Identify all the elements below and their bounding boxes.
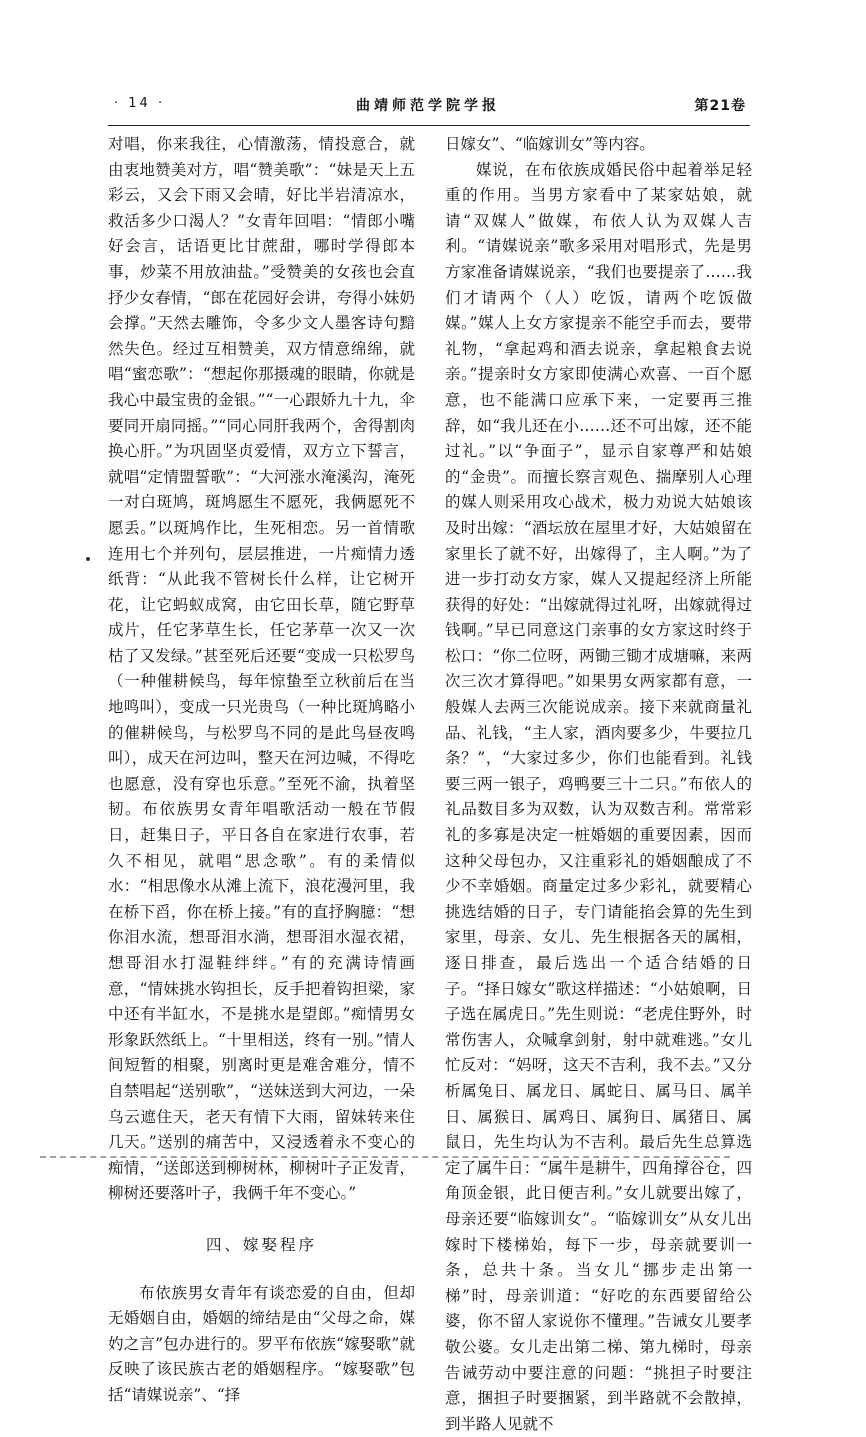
left-column: [108, 132, 415, 1409]
scan-edge-line: [40, 1156, 730, 1160]
journal-title: 曲靖师范学院学报: [356, 98, 500, 114]
page-number: · 14 ·: [114, 96, 166, 111]
page-header: [108, 90, 748, 120]
paragraph-matchmaking: 媒说，在布依族成婚民俗中起着举足轻重的作用。当男方家看中了某家姑娘，就请“双媒人”做媒，布依人认为双媒人吉利。“请媒说亲”歌多采用对唱形式，先是男方家准备请媒说亲，“我们也要提亲了……我们才请两个（人）吃饭，请两个吃饭做媒。”媒人上女方家提亲不能空手而去，要带礼物，“拿起鸡和酒去说亲，拿起粮食去说亲。”提亲时女方家即使满心欢喜、一百个愿意，也不能满口应承下来，一定要再三推辞，如“我儿还在小……还不可出嫁，还不能过礼。”以“争面子”，显示自家尊严和姑娘的“金贵”。而擅长察言观色、揣摩别人心理的媒人则采用攻心战术，极力劝说大姑娘该及时出嫁：“酒坛放在屋里才好，大姑娘留在家里长了就不好，出嫁得了，主人啊。”为了进一步打动女方家，媒人又提起经济上所能获得的好处：“出嫁就得过礼呀，出嫁就得过钱啊。”早已同意这门亲事的女方家这时终于松口：“你二位呀，两锄三锄才成塘嘛，来两次三次才算得吧。”如果男女两家都有意，一般媒人去两三次能说成亲。接下来就商量礼品、礼钱，“主人家，酒肉要多少，牛要拉几条？”，“大家过多少，你们也能看到。礼钱要三两一银子，鸡鸭要三十二只。”布依人的礼品数目多为双数，认为双数吉利。常常彩礼的多寡是决定一桩婚姻的重要因素，因而这种父母包办，又注重彩礼的婚姻酿成了不少不幸婚姻。商量定过多少彩礼，就要精心挑选结婚的日子，专门请能掐会算的先生到家里，母亲、女儿、先生根据各天的属相，逐日排查，最后选出一个适合结婚的日子。“择日嫁女”歌这样描述：“小姑娘啊，日子选在属虎日。”先生则说：“老虎住野外，时常伤害人，众喊拿剑射，射中就难逃。”女儿忙反对：“妈呀，这天不吉利，我不去。”又分析属兔日、属龙日、属蛇日、属马日、属羊日、属猴日、属鸡日、属狗日、属猪日、属鼠日，先生均认为不吉利。最后先生总算选定了属牛日：“属牛是耕牛，四角撑谷仓，四角顶金银，此日便吉利。”女儿就要出嫁了，母亲还要“临嫁训女”。“临嫁训女”从女儿出嫁时下楼梯始，每下一步，母亲就要训一条，总共十条。当女儿“挪步走出第一梯”时，母亲训道：“好吃的东西要留给公婆，你不留人家说你不懂理。”告诫女儿要孝敬公婆。女儿走出第二梯、第九梯时，母亲告诫劳动中要注意的问题：“挑担子时要注意，捆担子时要捆紧，到半路就不会散掉，到半路人见就不: [445, 160, 752, 1433]
paragraph-continued: 日嫁女”、“临嫁训女”等内容。: [445, 135, 655, 153]
section-heading: 四、嫁娶程序: [205, 1235, 317, 1254]
paragraph-love-songs: 对唱，你来我往，心情激荡，情投意合，就由衷地赞美对方，唱“赞美歌”：“妹是天上五彩云，又会下雨又会晴，好比半岩清凉水，救活多少口渴人？”女青年回唱：“情郎小嘴好会言，话语更比甘蔗甜，哪时学得郎本事，炒菜不用放油盐。”受赞美的女孩也会直抒少女春情，“郎在花园好会讲，夸得小妹奶会撑。”天然去雕饰，令多少文人墨客诗句黯然失色。经过互相赞美，双方情意绵绵，就唱“蜜恋歌”：“想起你那摄魂的眼睛，你就是我心中最宝贵的金银。”“一心跟娇九十九，伞要同开扇同摇。”“同心同肝我两个，舍得割肉换心肝。”为巩固坚贞爱情，双方立下誓言，就唱“定情盟誓歌”：“大河涨水淹溪沟，淹死一对白斑鸠，斑鸠愿生不愿死，我俩愿死不愿丢。”以斑鸠作比，生死相恋。另一首情歌连用七个并列句，层层推进，一片痴情力透纸背：“从此我不管树长什么样，让它树开花，让它蚂蚁成窝，由它田长草，随它野草成片，任它茅草生长，任它茅草一次又一次枯了又发绿。”甚至死后还要“变成一只松罗鸟（一种催耕候鸟，每年惊蛰至立秋前后在当地鸣叫），变成一只光贵鸟（一种比斑鸠略小的催耕候鸟，与松罗鸟不同的是此鸟昼夜鸣叫），成天在河边叫，整天在河边喊，不得吃也愿意，没有穿也乐意。”至死不渝，执着坚韧。布依族男女青年唱歌活动一般在节假日，赶集日子，平日各自在家进行农事，若久不相见，就唱“思念歌”。有的柔情似水：“相思像水从滩上流下，浪花漫河里，我在桥下舀，你在桥上接。”有的直抒胸臆：“想你泪水流，想哥泪水淌，想哥泪水湿衣裙，想哥泪水打湿鞋绊绊。”有的充满诗情画意，“情妹挑水钩担长，反手把着钩担梁，家中还有半缸水，不是挑水是望郎。”痴情男女形象跃然纸上。“十里相送，终有一别。”情人间短暂的相聚，别离时更是难舍难分，情不自禁唱起“送别歌”，“送妹送到大河边，一朵乌云遮住天，老天有情下大雨，留妹转来住几天。”送别的痛苦中，又浸透着永不变心的痴情，“送郎送到柳树林，柳树叶子正发青，柳树还要落叶子，我俩千年不变心。”: [108, 135, 415, 1203]
header-divider: [108, 125, 750, 126]
paragraph-marriage-intro: 布依族男女青年有谈恋爱的自由，但却无婚姻自由，婚姻的缔结是由“父母之命，媒妁之言”包办进行的。罗平布依族“嫁娶歌”就反映了该民族古老的婚姻程序。“嫁娶歌”包括“请媒说亲”、“择: [108, 1283, 415, 1404]
margin-dot: [86, 557, 90, 561]
volume-label: 第21卷: [694, 98, 746, 114]
right-column: [445, 132, 752, 1437]
